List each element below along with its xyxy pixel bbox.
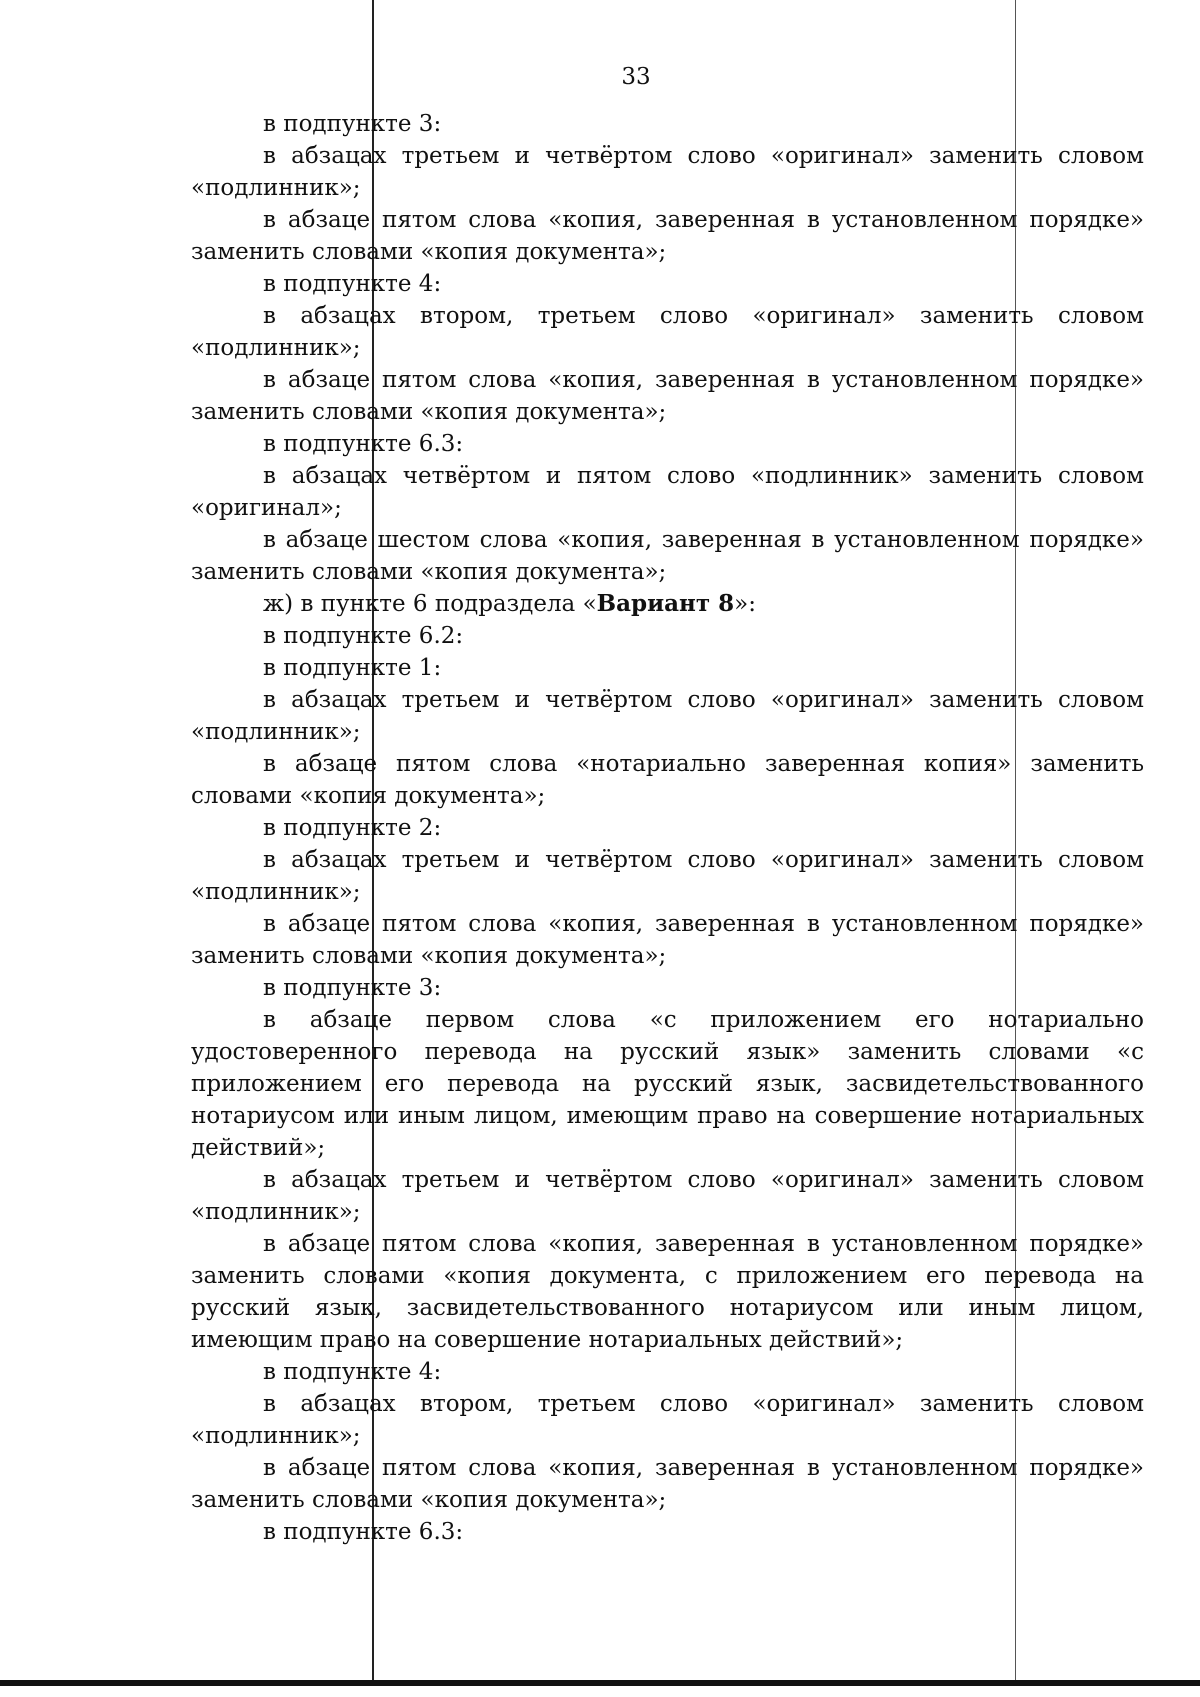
page-number: 33 — [621, 64, 651, 90]
paragraph: в подпункте 2: — [263, 815, 442, 841]
heading-text-before: ж) в пункте 6 подраздела « — [263, 591, 597, 617]
paragraph: в подпункте 4: — [263, 1359, 442, 1385]
paragraph: в абзацах втором, третьем слово «оригинал» заменить словом «подлинник»; — [191, 303, 1144, 361]
paragraph: в абзацах третьем и четвёртом слово «оригинал» заменить словом «подлинник»; — [191, 143, 1144, 201]
paragraph: в абзаце пятом слова «копия, заверенная в установленном порядке» заменить словами «копия документа»; — [191, 1455, 1144, 1513]
paragraph: в абзаце пятом слова «копия, заверенная в установленном порядке» заменить словами «копия документа»; — [191, 367, 1144, 425]
paragraph: в абзаце пятом слова «копия, заверенная в установленном порядке» заменить словами «копия документа, с приложением его перевода на русский язык, засвидетельствованного нотариусом или иным лицом, имеющим право на совершение нотариальных действий»; — [191, 1231, 1144, 1353]
paragraph: в абзацах третьем и четвёртом слово «оригинал» заменить словом «подлинник»; — [191, 847, 1144, 905]
paragraph: в подпункте 3: — [263, 111, 442, 137]
page-bottom-border — [0, 1680, 1200, 1686]
paragraph: в подпункте 1: — [263, 655, 442, 681]
paragraph: в абзаце первом слова «с приложением его нотариально удостоверенного перевода на русский язык» заменить словами «с приложением его перевода на русский язык, засвидетельствованного нотариусом или иным лицом, имеющим право на совершение нотариальных действий»; — [191, 1007, 1144, 1161]
paragraph: в подпункте 3: — [263, 975, 442, 1001]
paragraph: в абзаце пятом слова «копия, заверенная в установленном порядке» заменить словами «копия документа»; — [191, 207, 1144, 265]
document-body — [191, 108, 1144, 1548]
paragraph: в абзацах третьем и четвёртом слово «оригинал» заменить словом «подлинник»; — [191, 1167, 1144, 1225]
paragraph: в абзаце пятом слова «копия, заверенная в установленном порядке» заменить словами «копия документа»; — [191, 911, 1144, 969]
heading-text-after: »: — [734, 591, 756, 617]
paragraph: в абзацах третьем и четвёртом слово «оригинал» заменить словом «подлинник»; — [191, 687, 1144, 745]
paragraph: в абзацах втором, третьем слово «оригинал» заменить словом «подлинник»; — [191, 1391, 1144, 1449]
paragraph: в подпункте 4: — [263, 271, 442, 297]
paragraph: в абзаце шестом слова «копия, заверенная в установленном порядке» заменить словами «копия документа»; — [191, 527, 1144, 585]
paragraph: в подпункте 6.3: — [263, 431, 464, 457]
variant-name: Вариант 8 — [596, 590, 735, 617]
paragraph: в подпункте 6.2: — [263, 623, 464, 649]
paragraph: в абзаце пятом слова «нотариально заверенная копия» заменить словами «копия документа»; — [191, 751, 1144, 809]
paragraph: в абзацах четвёртом и пятом слово «подлинник» заменить словом «оригинал»; — [191, 463, 1144, 521]
paragraph: в подпункте 6.3: — [263, 1519, 464, 1545]
subsection-heading — [191, 588, 1144, 620]
